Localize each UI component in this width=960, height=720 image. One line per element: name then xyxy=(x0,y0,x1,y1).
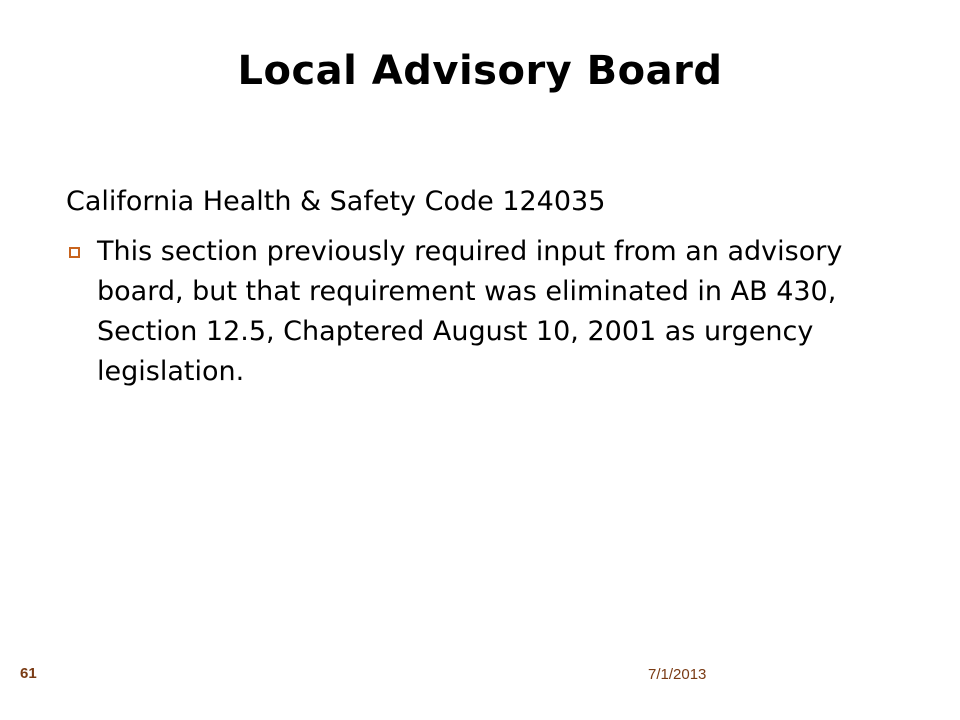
hollow-square-bullet-icon xyxy=(69,247,80,258)
bullet-item xyxy=(66,232,896,392)
slide-body xyxy=(66,182,896,392)
page-number: 61 xyxy=(20,665,37,682)
bullet-text: This section previously required input from an advisory board, but that requirement was eliminated in AB 430, Section 12.5, Chaptered August 10, 2001 as urgency legislation. xyxy=(97,236,843,387)
lead-text: California Health & Safety Code 124035 xyxy=(66,186,606,217)
footer-date: 7/1/2013 xyxy=(648,666,707,683)
slide-title: Local Advisory Board xyxy=(237,48,723,94)
